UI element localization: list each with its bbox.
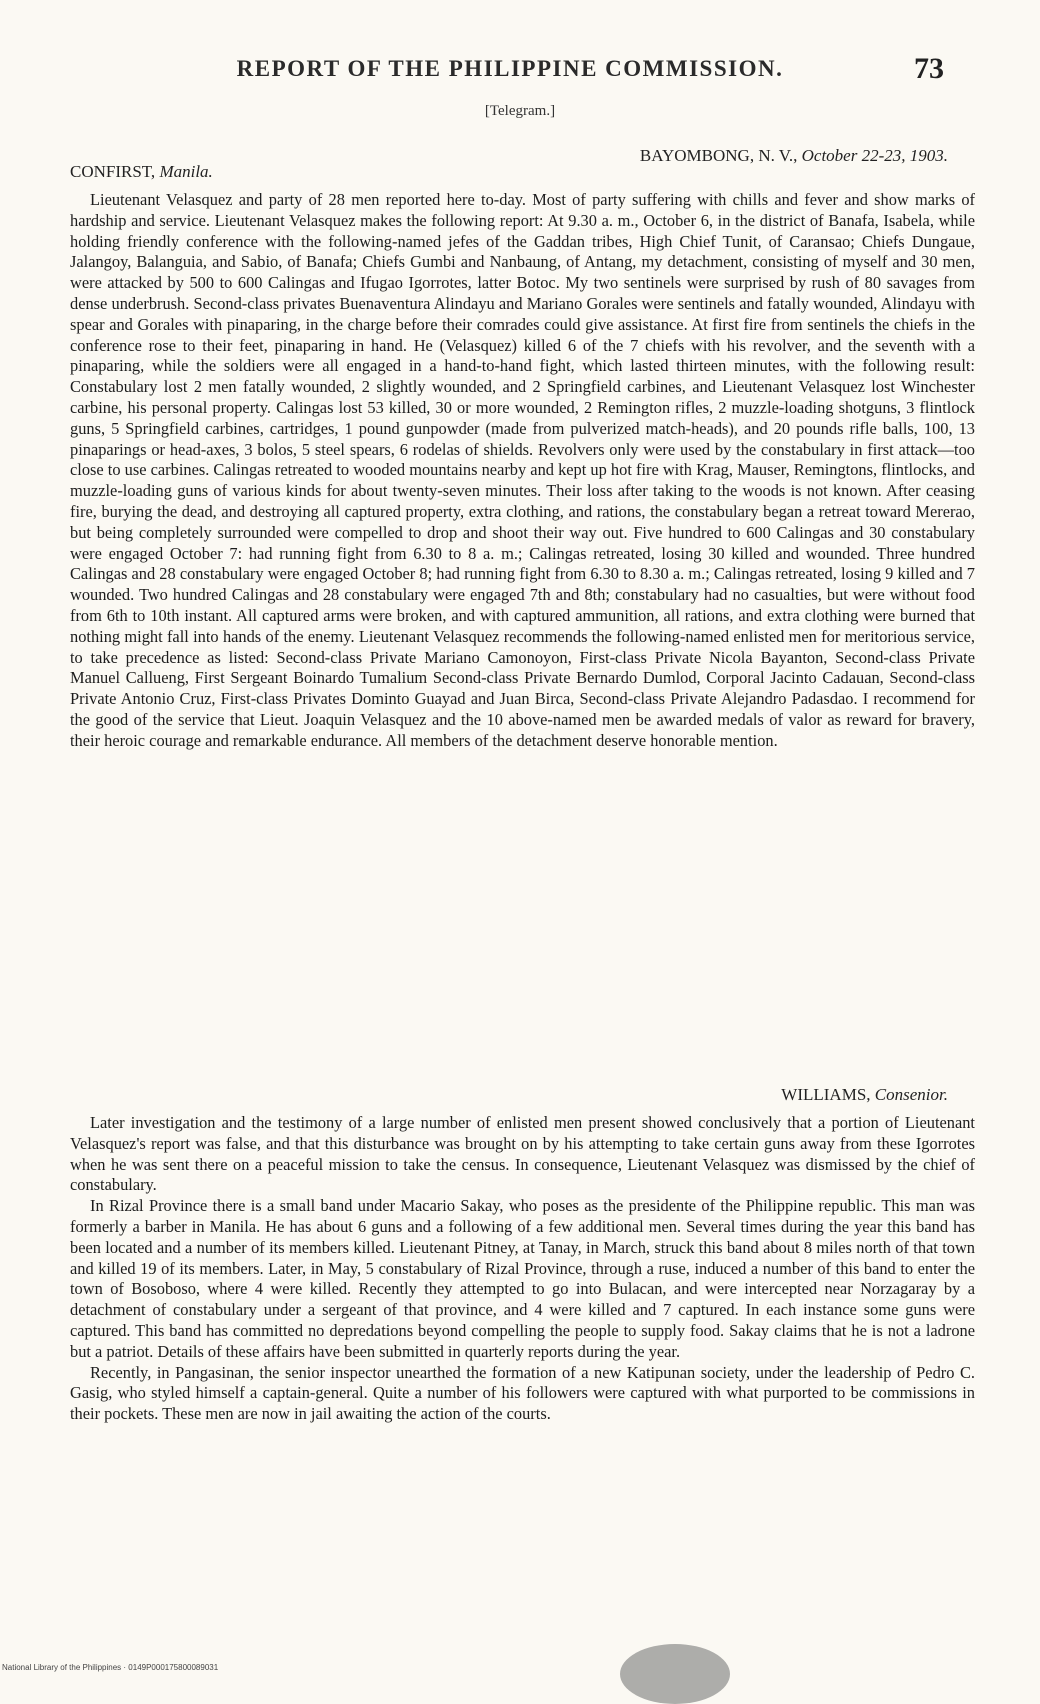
dateline [640, 146, 948, 166]
signature-title: Consenior. [874, 1085, 948, 1104]
report-text [70, 1113, 975, 1425]
dateline-place: BAYOMBONG, N. V., [639, 146, 798, 165]
paragraph-rizal-province: In Rizal Province there is a small band under Macario Sakay, who poses as the presidente of the Philippine republic. This man was formerly a barber in Manila. He has about 6 guns and a following of a few additional men. Several times during the year this band has been located and a number of its members killed. Lieutenant Pitney, at Tanay, in March, struck this band about 8 miles north of that town and killed 19 of its members. Later, in May, 5 constabulary of Rizal Province, through a ruse, induced a number of this band to enter the town of Bosoboso, where 4 were killed. Recently they attempted to go into Bulacan, and were intercepted near Norzagaray by a detachment of constabulary under a sergeant of that province, and 4 were killed and 7 captured. In each instance some guns were captured. This band has committed no depredations beyond compelling the people to supply food. Sakay claims that he is not a ladrone but a patriot. Details of these affairs have been submitted in quarterly reports during the year. [70, 1196, 975, 1361]
scan-smudge [620, 1644, 730, 1704]
telegram-paragraph: Lieutenant Velasquez and party of 28 men reported here to-day. Most of party suffering with chills and fever and show marks of hardship and service. Lieutenant Velasquez makes the following report: At 9.30 a. m., October 6, in the district of Banafa, Isabela, while holding friendly conference with the following-named jefes of the Gaddan tribes, High Chief Tunit, of Caransao; Chiefs Dungaue, Jalangoy, Balanguia, and Sabio, of Banafa; Chiefs Gumbi and Nanbaung, of Antang, my detachment, consisting of myself and 30 men, were attacked by 500 to 600 Calingas and Ifugao Igorrotes, latter Botoc. My two sentinels were surprised by rush of 80 savages from dense underbrush. Second-class privates Buenaventura Alindayu and Mariano Gorales were sentinels and fatally wounded, Alindayu with spear and Gorales with pinaparing, in the charge before their comrades could give assistance. At first fire from sentinels the chiefs in the conference rose to their feet, pinaparing in hand. He (Velasquez) killed 6 of the 7 chiefs with his revolver, and the seventh with a pinaparing, while the soldiers were all engaged in a hand-to-hand fight, which lasted thirteen minutes, with the following result: Constabulary lost 2 men fatally wounded, 2 slightly wounded, and 2 Springfield carbines, and Lieutenant Velasquez lost Winchester carbine, his personal property. Calingas lost 53 killed, 30 or more wounded, 2 Remington rifles, 2 muzzle-loading shotguns, 3 flintlock guns, 5 Springfield carbines, cartridges, 1 pound gunpowder (made from pulverized match-heads), and 20 pounds rifle balls, 100, 13 pinaparings or head-axes, 3 bolos, 5 steel spears, 6 rodelas of shields. Revolvers only were used by the constabulary in first attack—too close to use carbines. Calingas retreated to wooded mountains nearby and kept up hot fire with Krag, Mauser, Remingtons, flintlocks, and muzzle-loading guns of various kinds for about twenty-seven minutes. Their loss after taking to the woods is not known. After ceasing fire, burying the dead, and destroying all captured property, extra clothing, and rations, the constabulary began a retreat toward Mererao, but being completely surrounded were compelled to drop and shoot their way out. Five hundred to 600 Calingas and 30 constabulary were engaged October 7: had running fight from 6.30 to 8 a. m.; Calingas retreated, losing 30 killed and wounded. Three hundred Calingas and 28 constabulary were engaged October 8; had running fight from 6.30 to 8.30 a. m.; Calingas retreated, losing 9 killed and 7 wounded. Two hundred Calingas and 28 constabulary were engaged 7th and 8th; constabulary had no casualties, but were without food from 6th to 10th instant. All captured arms were broken, and with captured ammunition, all rations, and extra clothing were burned that nothing might fall into hands of the enemy. Lieutenant Velasquez recommends the following-named enlisted men for meritorious service, to take precedence as listed: Second-class Private Mariano Camonoyon, First-class Private Nicola Bayanton, Second-class Private Manuel Callueng, First Sergeant Boinardo Tumalium Second-class Private Bernardo Dumlod, Corporal Jacinto Cadauan, Second-class Private Antonio Cruz, First-class Privates Dominto Guayad and Juan Birca, Second-class Private Alejandro Padasdao. I recommend for the good of the service that Lieut. Joaquin Velasquez and the 10 above-named men be awarded medals of valor as reward for bravery, their heroic courage and remarkable endurance. All members of the detachment deserve honorable mention. [70, 190, 975, 750]
paragraph-pangasinan: Recently, in Pangasinan, the senior inspector unearthed the formation of a new Katipunan society, under the leadership of Pedro C. Gasig, who styled himself a captain-general. Quite a number of his followers were captured with what purported to be commissions in their pockets. These men are now in jail awaiting the action of the courts. [70, 1362, 975, 1424]
paragraph-investigation: Later investigation and the testimony of a large number of enlisted men present showed conclusively that a portion of Lieutenant Velasquez's report was false, and that this disturbance was brought on by his attempting to take certain guns away from these Igorrotes when he was sent there on a peaceful mission to take the census. In consequence, Lieutenant Velasquez was dismissed by the chief of constabulary. [70, 1113, 975, 1195]
signature-name: WILLIAMS, [781, 1085, 871, 1104]
dateline-date: October 22-23, 1903. [801, 146, 948, 165]
running-head: REPORT OF THE PHILIPPINE COMMISSION. [236, 56, 784, 81]
library-credit: National Library of the Philippines · 0149P000175800089031 [2, 1663, 219, 1672]
signature [781, 1085, 948, 1105]
addressee-name: CONFIRST, [70, 162, 156, 181]
addressee [70, 162, 213, 182]
addressee-location: Manila. [159, 162, 213, 181]
telegram-label: [Telegram.] [484, 103, 556, 119]
page-number: 73 [914, 52, 944, 85]
telegram-body [70, 190, 975, 752]
